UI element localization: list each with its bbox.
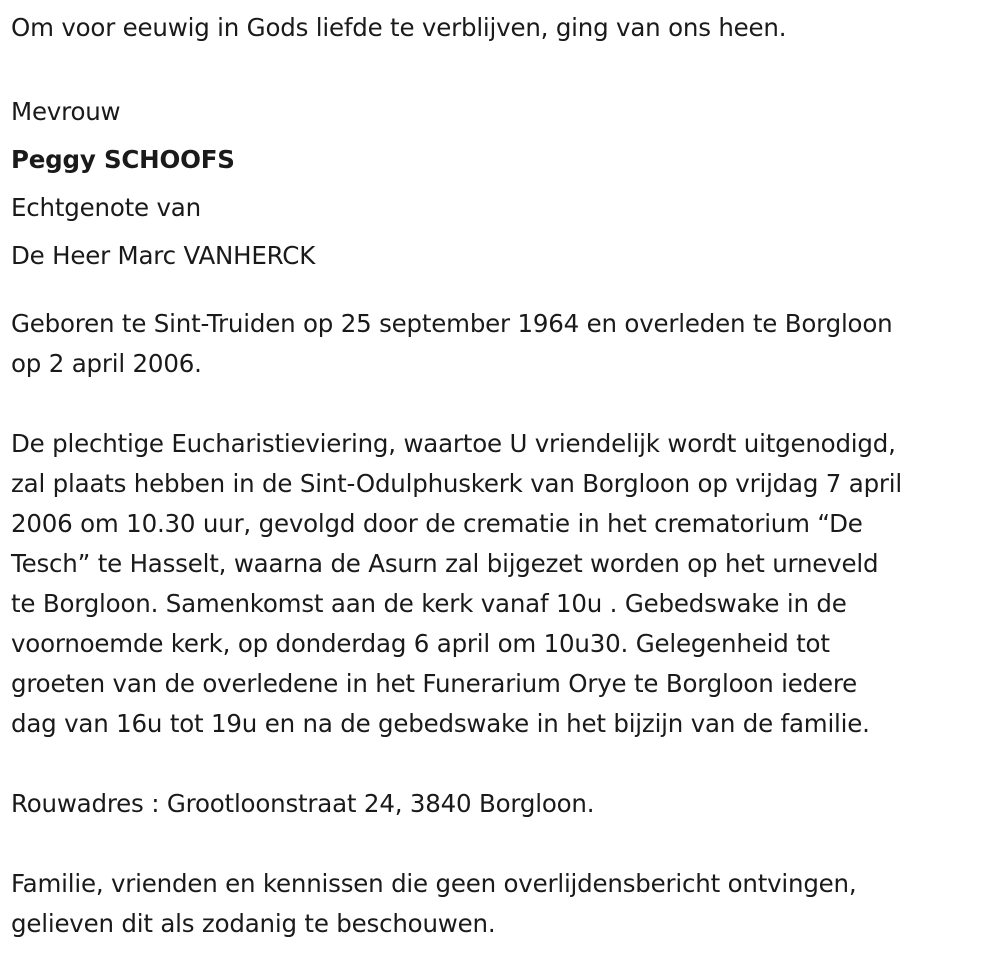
honorific: Mevrouw <box>11 97 121 126</box>
paragraph-line: groeten van de overledene in het Funerarium Orye te Borgloon iedere <box>11 669 858 698</box>
paragraph-line: zal plaats hebben in de Sint-Odulphuskerk van Borgloon op vrijdag 7 april <box>11 469 903 498</box>
relation-text: Echtgenote van <box>11 193 201 222</box>
death-notice <box>11 8 996 944</box>
paragraph-line: gelieven dit als zodanig te beschouwen. <box>11 909 496 938</box>
spacer <box>11 384 996 424</box>
spacer <box>11 824 996 864</box>
ceremony-paragraph <box>11 424 996 744</box>
spacer <box>11 744 996 784</box>
paragraph-line: dag van 16u tot 19u en na de gebedswake in het bijzijn van de familie. <box>11 709 870 738</box>
spacer <box>11 48 996 88</box>
paragraph-line: De plechtige Eucharistieviering, waartoe U vriendelijk wordt uitgenodigd, <box>11 429 896 458</box>
paragraph-line: voornoemde kerk, op donderdag 6 april om 10u30. Gelegenheid tot <box>11 629 830 658</box>
spouse-name: De Heer Marc VANHERCK <box>11 241 316 270</box>
mourning-address: Rouwadres : Grootloonstraat 24, 3840 Borgloon. <box>11 789 595 818</box>
paragraph-line: Geboren te Sint-Truiden op 25 september 1964 en overleden te Borgloon <box>11 309 893 338</box>
spacer <box>11 280 996 304</box>
closing-paragraph <box>11 864 996 944</box>
paragraph-line: Tesch” te Hasselt, waarna de Asurn zal bijgezet worden op het urneveld <box>11 549 879 578</box>
deceased-name: Peggy SCHOOFS <box>11 145 235 174</box>
paragraph-line: Familie, vrienden en kennissen die geen overlijdensbericht ontvingen, <box>11 869 857 898</box>
intro-text: Om voor eeuwig in Gods liefde te verblijven, ging van ons heen. <box>11 13 787 42</box>
paragraph-line: 2006 om 10.30 uur, gevolgd door de crematie in het crematorium “De <box>11 509 863 538</box>
birth-death-paragraph <box>11 304 996 384</box>
paragraph-line: te Borgloon. Samenkomst aan de kerk vanaf 10u . Gebedswake in de <box>11 589 847 618</box>
paragraph-line: op 2 april 2006. <box>11 349 202 378</box>
